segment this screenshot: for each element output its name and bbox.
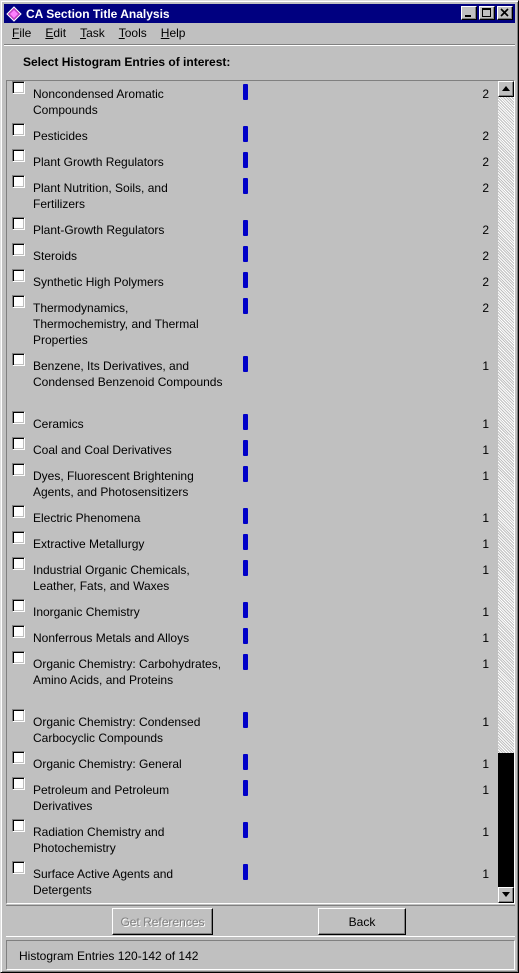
entry-checkbox[interactable] [12, 651, 25, 664]
status-bar [6, 940, 515, 970]
entry-checkbox[interactable] [12, 149, 25, 162]
entry-count: 1 [482, 417, 489, 431]
list-item [7, 748, 499, 774]
histogram-list[interactable] [6, 80, 515, 904]
histogram-bar [243, 246, 248, 262]
entry-checkbox[interactable] [12, 709, 25, 722]
list-heading: Select Histogram Entries of interest: [23, 55, 231, 69]
menu-bar [4, 24, 191, 42]
entry-checkbox[interactable] [12, 599, 25, 612]
maximize-icon [482, 8, 492, 18]
list-item [7, 648, 499, 706]
histogram-bar [243, 602, 248, 618]
entry-label: Benzene, Its Derivatives, and Condensed Benzenoid Compounds [33, 359, 223, 389]
histogram-bar [243, 534, 248, 550]
histogram-bar [243, 272, 248, 288]
back-button[interactable]: Back [318, 908, 406, 935]
entry-count: 2 [482, 181, 489, 195]
entry-checkbox[interactable] [12, 295, 25, 308]
histogram-bar [243, 864, 248, 880]
entry-label: Industrial Organic Chemicals, Leather, Fats, and Waxes [33, 563, 190, 593]
scroll-up-button[interactable] [498, 81, 514, 97]
histogram-bar [243, 298, 248, 314]
entry-checkbox[interactable] [12, 625, 25, 638]
entry-checkbox[interactable] [12, 531, 25, 544]
entry-label: Dyes, Fluorescent Brightening Agents, and Photosensitizers [33, 469, 194, 499]
menu-item[interactable] [111, 26, 153, 40]
entry-label: Synthetic High Polymers [33, 275, 164, 289]
entry-label: Radiation Chemistry and Photochemistry [33, 825, 165, 855]
menu-label: ask [86, 26, 105, 40]
histogram-list-content [7, 80, 499, 900]
histogram-bar [243, 780, 248, 796]
histogram-bar [243, 628, 248, 644]
menu-accelerator: H [160, 26, 170, 40]
list-item [7, 460, 499, 502]
scroll-thumb[interactable] [498, 753, 514, 887]
entry-count: 1 [482, 757, 489, 771]
maximize-button[interactable] [479, 6, 495, 20]
list-item [7, 214, 499, 240]
menu-item[interactable] [4, 26, 37, 40]
close-button[interactable] [497, 6, 513, 20]
entry-checkbox[interactable] [12, 123, 25, 136]
close-icon [500, 8, 510, 18]
list-item [7, 706, 499, 748]
histogram-bar [243, 440, 248, 456]
entry-label: Coal and Coal Derivatives [33, 443, 172, 457]
entry-count: 2 [482, 155, 489, 169]
entry-label: Plant Growth Regulators [33, 155, 164, 169]
histogram-bar [243, 178, 248, 194]
menu-label: ools [124, 26, 147, 40]
entry-label: Organic Chemistry: Condensed Carbocyclic Compounds [33, 715, 201, 745]
entry-label: Steroids [33, 249, 78, 263]
histogram-bar [243, 126, 248, 142]
list-item [7, 858, 499, 900]
vertical-scrollbar[interactable] [498, 81, 514, 903]
entry-label: Pesticides [33, 129, 88, 143]
entry-count: 2 [482, 275, 489, 289]
entry-checkbox[interactable] [12, 505, 25, 518]
entry-label: Petroleum and Petroleum Derivatives [33, 783, 170, 813]
entry-label: Inorganic Chemistry [33, 605, 140, 619]
entry-count: 1 [482, 469, 489, 483]
histogram-bar [243, 84, 248, 100]
entry-count: 2 [482, 249, 489, 263]
list-item [7, 80, 499, 120]
entry-count: 1 [482, 715, 489, 729]
histogram-bar [243, 220, 248, 236]
entry-checkbox[interactable] [12, 243, 25, 256]
entry-label: Thermodynamics, Thermochemistry, and Thermal Properties [33, 301, 199, 347]
list-item [7, 146, 499, 172]
list-item [7, 120, 499, 146]
entry-label: Ceramics [33, 417, 84, 431]
entry-checkbox[interactable] [12, 411, 25, 424]
button-bar [6, 905, 515, 937]
entry-count: 2 [482, 223, 489, 237]
menu-item[interactable] [72, 26, 111, 40]
list-item [7, 774, 499, 816]
histogram-bar [243, 466, 248, 482]
list-item [7, 350, 499, 408]
histogram-bar [243, 560, 248, 576]
entry-checkbox[interactable] [12, 353, 25, 366]
menu-label: ile [19, 26, 32, 40]
list-item [7, 596, 499, 622]
histogram-bar [243, 356, 248, 372]
entry-checkbox[interactable] [12, 81, 25, 94]
histogram-bar [243, 414, 248, 430]
list-item [7, 502, 499, 528]
entry-count: 1 [482, 563, 489, 577]
minimize-icon [464, 8, 474, 18]
entry-checkbox[interactable] [12, 437, 25, 450]
menu-separator [4, 44, 515, 46]
arrow-up-icon [502, 86, 510, 92]
entry-checkbox[interactable] [12, 463, 25, 476]
diamond-app-icon [6, 6, 22, 22]
entry-label: Organic Chemistry: General [33, 757, 182, 771]
menu-label: elp [169, 26, 186, 40]
arrow-down-icon [502, 892, 510, 898]
entry-count: 2 [482, 301, 489, 315]
menu-accelerator: T [80, 26, 87, 40]
window-title: CA Section Title Analysis [26, 6, 170, 21]
entry-label: Electric Phenomena [33, 511, 141, 525]
entry-checkbox[interactable] [12, 269, 25, 282]
list-item [7, 528, 499, 554]
histogram-bar [243, 654, 248, 670]
menu-accelerator: T [118, 26, 125, 40]
scroll-down-button[interactable] [498, 887, 514, 903]
list-item [7, 622, 499, 648]
entry-count: 1 [482, 511, 489, 525]
histogram-bar [243, 754, 248, 770]
entry-label: Organic Chemistry: Carbohydrates, Amino Acids, and Proteins [33, 657, 222, 687]
entry-checkbox[interactable] [12, 175, 25, 188]
histogram-bar [243, 152, 248, 168]
list-item [7, 434, 499, 460]
entry-count: 1 [482, 359, 489, 373]
get-references-button[interactable]: Get References [112, 908, 213, 935]
list-item [7, 240, 499, 266]
list-item [7, 816, 499, 858]
entry-count: 1 [482, 657, 489, 671]
menu-item[interactable] [37, 26, 72, 40]
histogram-bar [243, 508, 248, 524]
entry-label: Extractive Metallurgy [33, 537, 145, 551]
list-item [7, 408, 499, 434]
status-text: Histogram Entries 120-142 of 142 [19, 949, 199, 963]
entry-count: 1 [482, 825, 489, 839]
entry-count: 1 [482, 783, 489, 797]
entry-checkbox[interactable] [12, 777, 25, 790]
menu-label: dit [53, 26, 67, 40]
minimize-button[interactable] [461, 6, 477, 20]
entry-count: 1 [482, 605, 489, 619]
entry-count: 2 [482, 87, 489, 101]
list-item [7, 554, 499, 596]
entry-label: Surface Active Agents and Detergents [33, 867, 174, 897]
entry-checkbox[interactable] [12, 751, 25, 764]
list-item [7, 292, 499, 350]
entry-count: 1 [482, 537, 489, 551]
entry-label: Noncondensed Aromatic Compounds [33, 87, 164, 117]
menu-item[interactable] [153, 26, 192, 40]
entry-checkbox[interactable] [12, 861, 25, 874]
entry-count: 1 [482, 631, 489, 645]
entry-count: 1 [482, 867, 489, 881]
entry-checkbox[interactable] [12, 557, 25, 570]
histogram-bar [243, 822, 248, 838]
entry-checkbox[interactable] [12, 819, 25, 832]
title-bar[interactable] [4, 4, 515, 23]
entry-label: Nonferrous Metals and Alloys [33, 631, 190, 645]
menu-accelerator: F [12, 26, 20, 40]
entry-count: 2 [482, 129, 489, 143]
list-item [7, 172, 499, 214]
list-item [7, 266, 499, 292]
entry-label: Plant Nutrition, Soils, and Fertilizers [33, 181, 168, 211]
entry-label: Plant-Growth Regulators [33, 223, 165, 237]
menu-accelerator: E [45, 26, 54, 40]
entry-count: 1 [482, 443, 489, 457]
entry-checkbox[interactable] [12, 217, 25, 230]
histogram-bar [243, 712, 248, 728]
